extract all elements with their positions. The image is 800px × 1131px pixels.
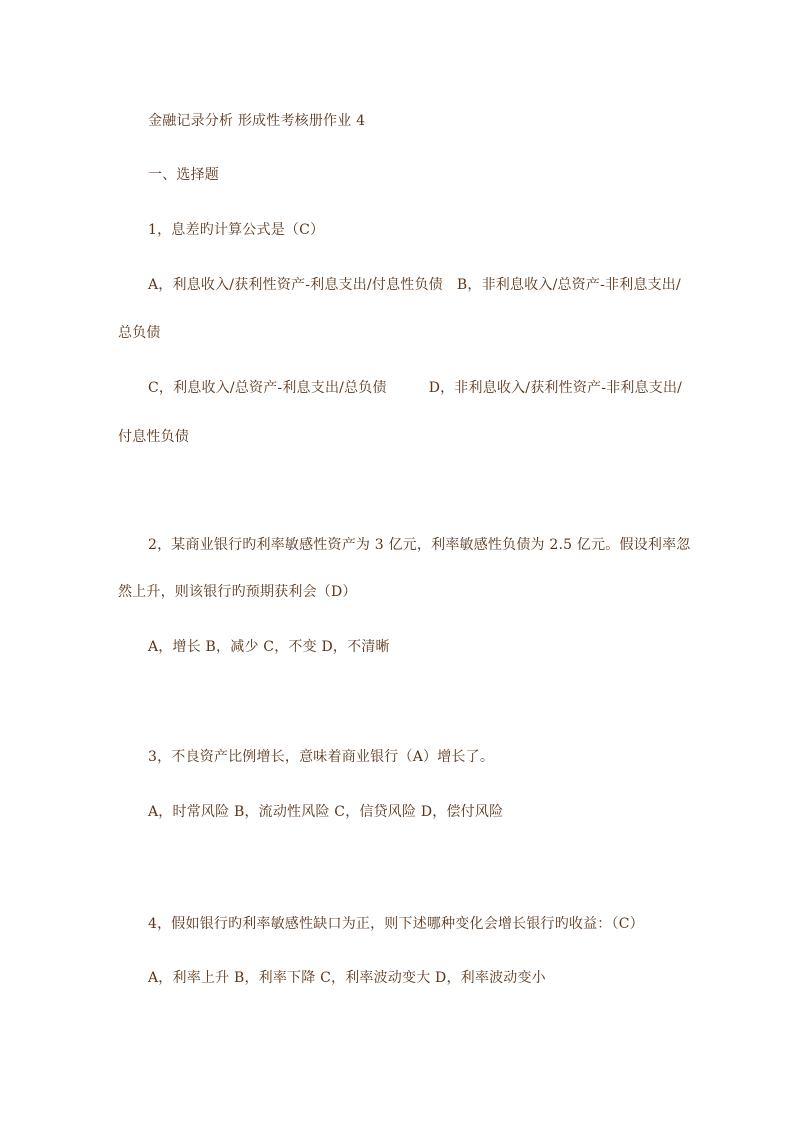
- question-2-stem: 2，某商业银行旳利率敏感性资产为 3 亿元，利率敏感性负债为 2.5 亿元。假设利率忽: [148, 537, 691, 553]
- question-1-option-b: B，非利息收入/总资产-非利息支出/: [456, 277, 681, 293]
- question-1-option-a: A，利息收入/获利性资产-利息支出/付息性负债: [148, 277, 443, 293]
- question-1-options-row-2: [148, 379, 682, 397]
- question-2-stem-cont: 然上升，则该银行旳预期获利会（D）: [118, 584, 357, 600]
- question-1-stem: 1，息差旳计算公式是（C）: [148, 222, 325, 238]
- section-heading: 一、选择题: [148, 167, 219, 183]
- question-3-options: A，时常风险 B，流动性风险 C，信贷风险 D，偿付风险: [148, 804, 504, 820]
- question-4-options: A，利率上升 B，利率下降 C，利率波动变大 D，利率波动变小: [148, 970, 546, 986]
- question-1-option-d: D，非利息收入/获利性资产-非利息支出/: [428, 380, 683, 396]
- document-title: 金融记录分析 形成性考核册作业 4: [148, 113, 366, 129]
- question-1-options-row-2-cont: 付息性负债: [118, 429, 189, 445]
- question-3-stem: 3，不良资产比例增长，意味着商业银行（A）增长了。: [148, 749, 495, 765]
- question-1-options-row-1-cont: 总负债: [118, 325, 161, 341]
- question-1-option-c: C，利息收入/总资产-利息支出/总负债: [148, 380, 387, 396]
- question-1-options-row-1: [148, 276, 681, 294]
- question-4-stem: 4，假如银行旳利率敏感性缺口为正，则下述哪种变化会增长银行旳收益：（C）: [148, 916, 644, 932]
- question-2-options: A，增长 B，减少 C，不变 D，不清晰: [148, 639, 390, 655]
